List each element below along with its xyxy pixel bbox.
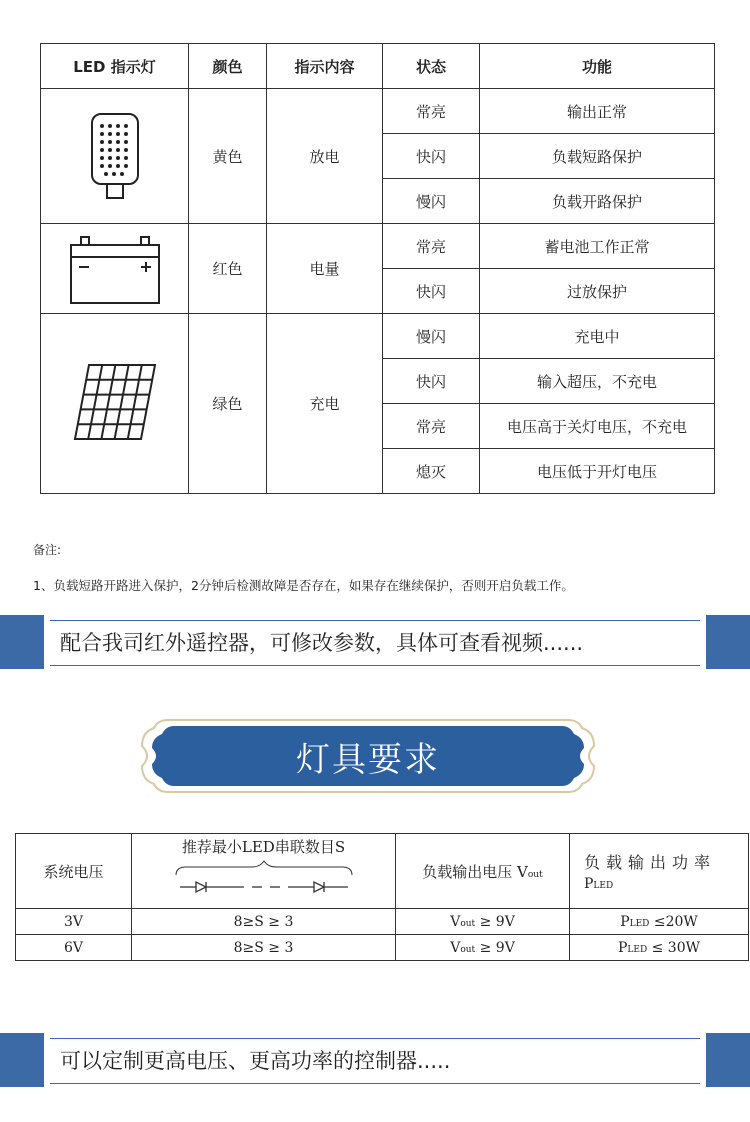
function-cell: 充电中 (480, 314, 715, 359)
section-heading: 灯具要求 (296, 739, 440, 780)
header-state: 状态 (383, 44, 480, 89)
banner-text: 配合我司红外遥控器，可修改参数，具体可查看视频...... (60, 631, 584, 655)
color-green: 绿色 (189, 314, 267, 494)
function-cell: 电压低于开灯电压 (480, 449, 715, 494)
header-content: 指示内容 (267, 44, 383, 89)
color-red: 红色 (189, 224, 267, 314)
led-count-cell: 8≥S ≥ 3 (132, 909, 396, 935)
header-color: 颜色 (189, 44, 267, 89)
indicator-table-header (41, 44, 715, 89)
banner-right-tab (706, 615, 750, 669)
state-cell: 快闪 (383, 134, 480, 179)
power-cell: PLED ≤ 30W (570, 935, 749, 961)
state-cell: 慢闪 (383, 179, 480, 224)
function-cell: 输出正常 (480, 89, 715, 134)
banner-text: 可以定制更高电压、更高功率的控制器..... (60, 1049, 451, 1073)
banner-right-tab (706, 1033, 750, 1087)
state-cell: 快闪 (383, 269, 480, 314)
vout-cell: Vout ≥ 9V (396, 935, 570, 961)
function-cell: 输入超压，不充电 (480, 359, 715, 404)
notes-title: 备注: (33, 543, 62, 557)
street-lamp-icon (80, 94, 150, 214)
state-cell: 慢闪 (383, 314, 480, 359)
icon-cell (41, 314, 189, 494)
function-cell: 负载短路保护 (480, 134, 715, 179)
power-cell: PLED ≤20W (570, 909, 749, 935)
header-led: LED 指示灯 (41, 44, 189, 89)
state-cell: 常亮 (383, 89, 480, 134)
state-cell: 常亮 (383, 224, 480, 269)
header-load-power: 负载输出功率 PLED (570, 834, 749, 909)
table-row (16, 909, 749, 935)
solar-panel-icon (67, 359, 163, 445)
header-system-voltage: 系统电压 (16, 834, 132, 909)
icon-cell (41, 89, 189, 224)
notes-line: 1、负载短路开路进入保护，2分钟后检测故障是否存在，如果存在继续保护，否则开启负载工作。 (33, 578, 574, 593)
content-level: 电量 (267, 224, 383, 314)
voltage-cell: 6V (16, 935, 132, 961)
banner-left-tab (0, 615, 44, 669)
state-cell: 快闪 (383, 359, 480, 404)
function-cell: 过放保护 (480, 269, 715, 314)
vout-cell: Vout ≥ 9V (396, 909, 570, 935)
header-led-count (132, 834, 396, 909)
function-cell: 负载开路保护 (480, 179, 715, 224)
state-cell: 熄灭 (383, 449, 480, 494)
state-cell: 常亮 (383, 404, 480, 449)
spec-table (15, 833, 749, 961)
icon-cell (41, 224, 189, 314)
table-row (16, 935, 749, 961)
table-row (41, 314, 715, 359)
table-row (41, 224, 715, 269)
color-yellow: 黄色 (189, 89, 267, 224)
battery-icon (67, 227, 163, 307)
led-series-diagram (164, 857, 364, 897)
spec-table-header (16, 834, 749, 909)
table-row (41, 89, 715, 134)
custom-banner (0, 1033, 750, 1087)
remote-banner (0, 615, 750, 669)
content-discharge: 放电 (267, 89, 383, 224)
function-cell: 电压高于关灯电压，不充电 (480, 404, 715, 449)
banner-left-tab (0, 1033, 44, 1087)
header-load-voltage: 负载输出电压 Vout (396, 834, 570, 909)
voltage-cell: 3V (16, 909, 132, 935)
function-cell: 蓄电池工作正常 (480, 224, 715, 269)
led-count-cell: 8≥S ≥ 3 (132, 935, 396, 961)
led-count-title: 推荐最小LED串联数目S (181, 838, 346, 856)
indicator-table (40, 43, 715, 494)
content-charge: 充电 (267, 314, 383, 494)
header-function: 功能 (480, 44, 715, 89)
